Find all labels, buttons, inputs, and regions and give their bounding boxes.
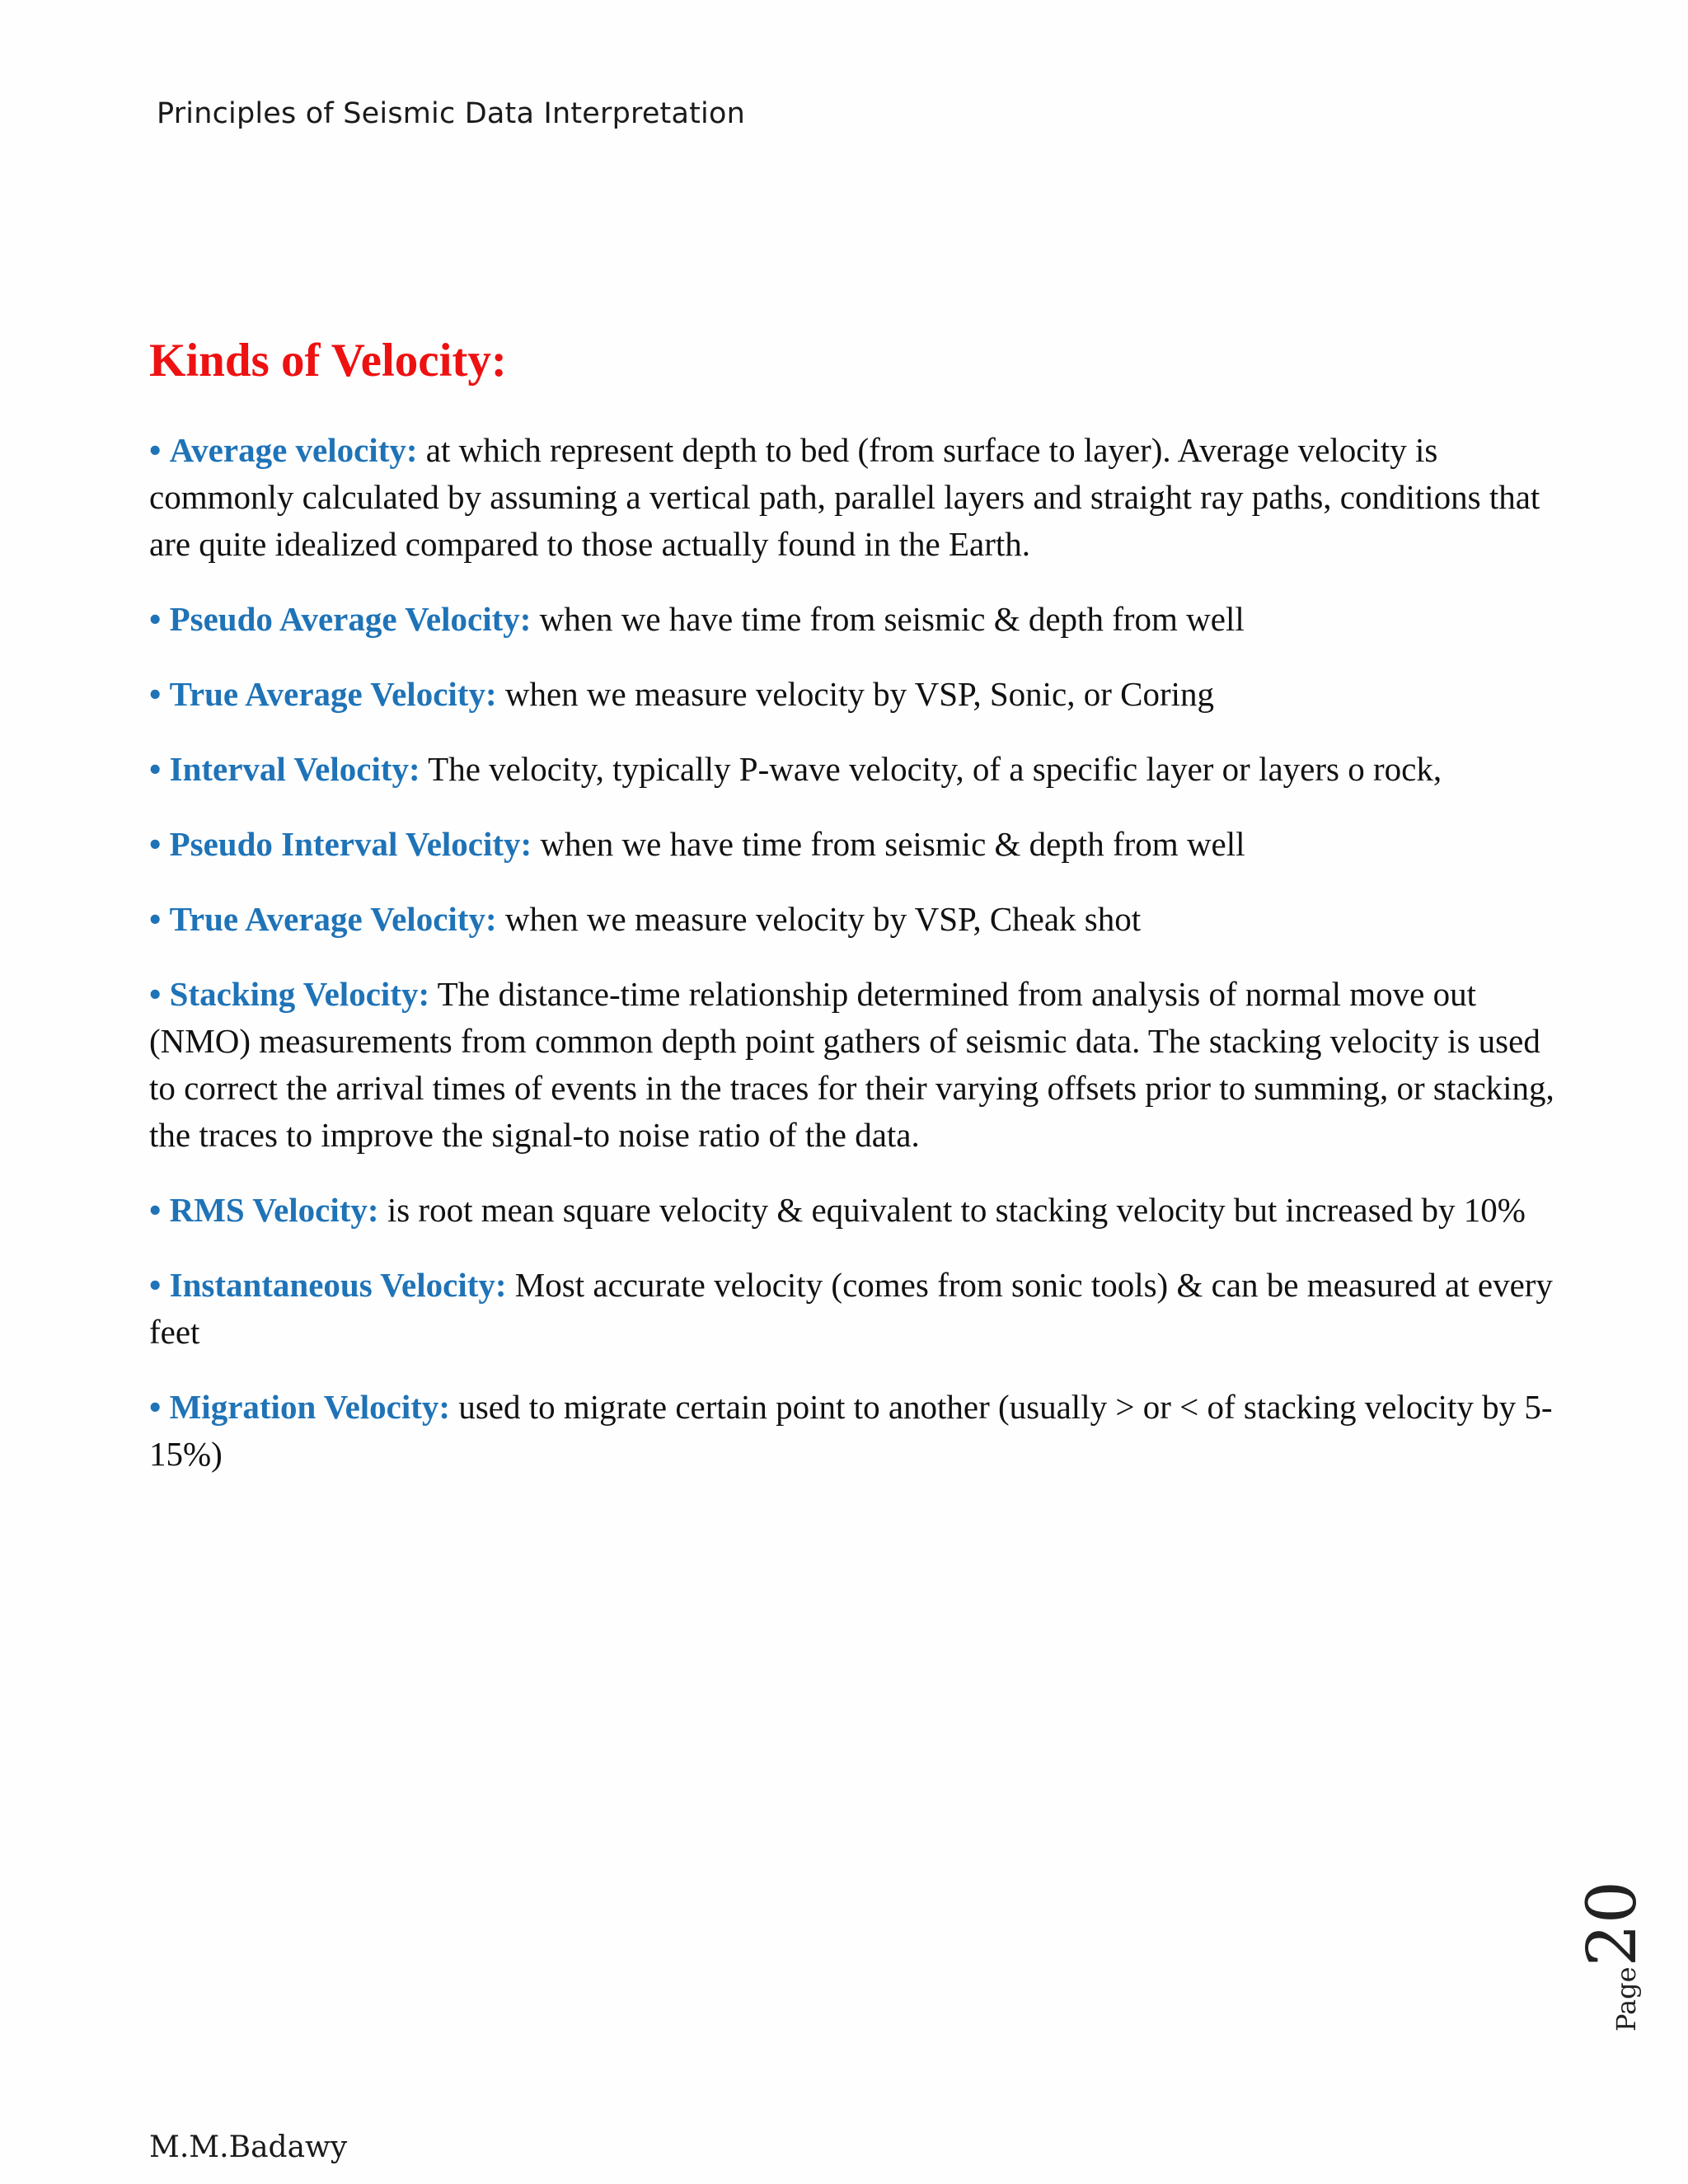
list-item-true-average-velocity-2 <box>149 896 1567 943</box>
term: True Average Velocity: <box>169 675 497 713</box>
definition: when we measure velocity by VSP, Cheak shot <box>504 900 1142 938</box>
definition: when we measure velocity by VSP, Sonic, or Coring <box>504 675 1214 713</box>
list-item-pseudo-average-velocity <box>149 596 1567 643</box>
definition: The distance-time relationship determined from analysis of normal move out (NMO) measurements from common depth point gathers of seismic data. The stacking velocity is used to correct the arrival times of events in the traces for their varying offsets prior to summing, or stacking, the traces to improve the signal-to noise ratio of the data. <box>149 975 1554 1154</box>
section-title: Kinds of Velocity: <box>149 335 507 387</box>
term: Interval Velocity: <box>169 750 420 788</box>
bullet-icon: • <box>149 975 162 1013</box>
term: True Average Velocity: <box>169 900 497 938</box>
list-item-interval-velocity <box>149 746 1567 793</box>
bullet-icon: • <box>149 900 162 938</box>
list-item-stacking-velocity <box>149 971 1567 1159</box>
velocity-list <box>149 427 1567 1506</box>
definition: Most accurate velocity (comes from sonic tools) & can be measured at every feet <box>149 1266 1553 1351</box>
list-item-migration-velocity <box>149 1384 1567 1478</box>
bullet-icon: • <box>149 1266 162 1304</box>
bullet-icon: • <box>149 750 162 788</box>
definition: The velocity, typically P-wave velocity, of a specific layer or layers o rock, <box>428 750 1442 788</box>
bullet-icon: • <box>149 675 162 713</box>
list-item-average-velocity <box>149 427 1567 568</box>
definition: when we have time from seismic & depth from well <box>539 600 1245 638</box>
term: Instantaneous Velocity: <box>169 1266 507 1304</box>
page-number-value: 20 <box>1573 1881 1652 1967</box>
bullet-icon: • <box>149 1388 162 1426</box>
term: Stacking Velocity: <box>169 975 430 1013</box>
definition: is root mean square velocity & equivalent to stacking velocity but increased by 10% <box>387 1191 1526 1229</box>
running-header: Principles of Seismic Data Interpretation <box>157 97 745 130</box>
list-item-rms-velocity <box>149 1187 1567 1234</box>
definition: at which represent depth to bed (from surface to layer). Average velocity is commonly calculated by assuming a vertical path, parallel layers and straight ray paths, conditions that are quite idealized compared to those actually found in the Earth. <box>149 431 1540 563</box>
footer-author: M.M.Badawy <box>149 2130 348 2164</box>
term: Pseudo Average Velocity: <box>169 600 532 638</box>
page-number <box>1573 1858 1670 2032</box>
bullet-icon: • <box>149 600 162 638</box>
term: Average velocity: <box>169 431 418 469</box>
bullet-icon: • <box>149 825 162 863</box>
definition: used to migrate certain point to another (usually > or < of stacking velocity by 5-15%) <box>149 1388 1553 1473</box>
list-item-instantaneous-velocity <box>149 1262 1567 1356</box>
list-item-pseudo-interval-velocity <box>149 821 1567 868</box>
page-label: Page <box>1611 1966 1642 2032</box>
term: Migration Velocity: <box>169 1388 451 1426</box>
term: RMS Velocity: <box>169 1191 379 1229</box>
term: Pseudo Interval Velocity: <box>169 825 532 863</box>
bullet-icon: • <box>149 1191 162 1229</box>
definition: when we have time from seismic & depth from well <box>540 825 1245 863</box>
bullet-icon: • <box>149 431 162 469</box>
list-item-true-average-velocity <box>149 671 1567 718</box>
